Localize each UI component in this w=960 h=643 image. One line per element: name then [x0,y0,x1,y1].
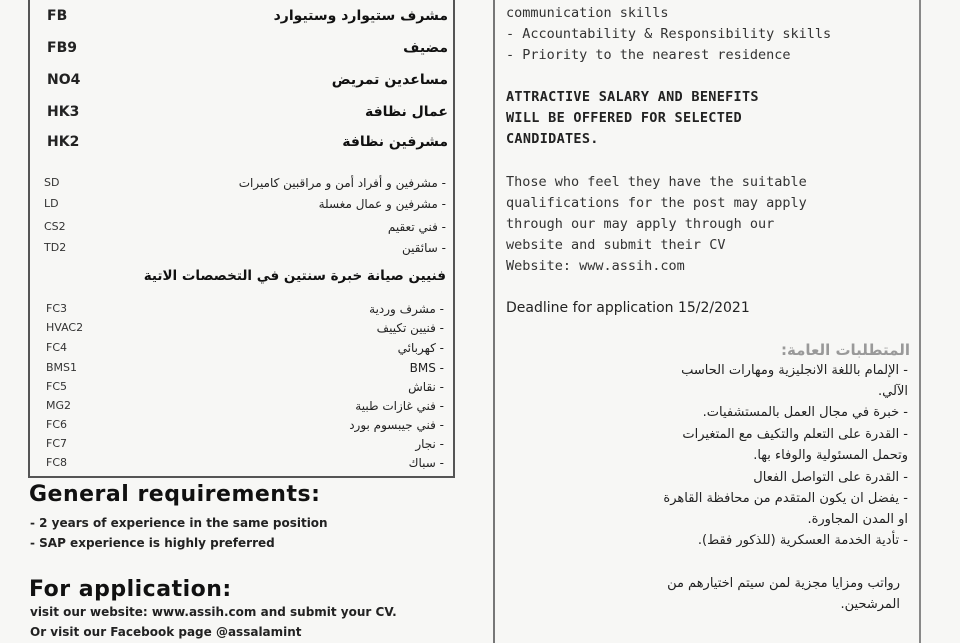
position-title: - فنيين تكييف [376,321,444,335]
maintenance-heading: فنيين صيانة خبرة سنتين في التخصصات الاتية [143,268,446,284]
position-title: - مشرفين و عمال مغسلة [318,197,446,211]
position-code: LD [44,197,59,210]
apply-line: qualifications for the post may apply [506,195,807,211]
column-border [919,0,921,643]
skills-line: communication skills [506,5,669,21]
position-code: FC5 [46,380,68,393]
position-title: - فني تعقيم [387,220,446,234]
position-title: مضيف [403,40,448,56]
arabic-requirement-line: الآلي. [878,384,908,399]
position-code: FC7 [46,437,68,450]
arabic-requirement-line: او المدن المجاورة. [807,512,908,527]
position-code: HK3 [47,104,80,120]
position-code: TD2 [44,241,67,254]
apply-line: through our may apply through our [506,216,775,232]
position-code: CS2 [44,220,66,233]
position-title: - فني جيبسوم بورد [349,418,444,432]
position-code: FC8 [46,456,68,469]
arabic-requirement-line: - القدرة على التعلم والتكيف مع المتغيرات [682,427,908,442]
position-code: BMS1 [46,361,78,374]
position-code: NO4 [47,72,81,88]
position-title: - نقاش [408,380,444,394]
arabic-requirement-line: - القدرة على التواصل الفعال [753,470,908,485]
arabic-requirement-line: - الإلمام باللغة الانجليزية ومهارات الحاسب [681,363,908,378]
arabic-requirement-line: - خبرة في مجال العمل بالمستشفيات. [702,405,908,420]
column-divider [493,0,495,643]
position-title: عمال نظافة [364,104,448,120]
position-title: - BMS [409,361,444,375]
position-code: HK2 [47,134,80,150]
apply-line: Those who feel they have the suitable [506,174,807,190]
general-requirements-title: General requirements: [29,482,321,507]
position-title: - نجار [415,437,444,451]
for-application-title: For application: [29,577,232,602]
skills-line: - Accountability & Responsibility skills [506,26,832,42]
position-title: مشرفين نظافة [342,134,448,150]
position-code: FB9 [47,40,77,56]
arabic-requirement-line: - يفضل ان يكون المتقدم من محافظة القاهرة [663,491,908,506]
skills-line: - Priority to the nearest residence [506,47,791,63]
position-title: - مشرف وردية [369,302,444,316]
arabic-footer-line: رواتب ومزايا مجزية لمن سيتم اختيارهم من [667,576,900,591]
salary-line: ATTRACTIVE SALARY AND BENEFITS [506,89,759,105]
position-code: MG2 [46,399,72,412]
position-title: - فني غازات طبية [355,399,444,413]
position-code: FC4 [46,341,68,354]
arabic-requirement-line: - تأدية الخدمة العسكرية (للذكور فقط). [697,533,908,548]
general-requirement-item: - SAP experience is highly preferred [30,536,275,550]
position-code: FB [47,8,68,24]
position-code: HVAC2 [46,321,84,334]
application-line: Or visit our Facebook page @assalamint [30,625,302,639]
position-title: - كهربائي [397,341,444,355]
apply-line: website and submit their CV [506,237,726,253]
arabic-footer-line: المرشحين. [840,597,900,612]
salary-line: WILL BE OFFERED FOR SELECTED [506,110,742,126]
position-title: مساعدين تمريض [331,72,448,88]
position-title: - مشرفين و أفراد أمن و مراقبين كاميرات [238,176,446,190]
position-title: - سائقين [401,241,446,255]
position-code: SD [44,176,60,189]
arabic-requirements-title: المتطلبات العامة: [781,341,910,359]
position-code: FC6 [46,418,68,431]
position-title: - سباك [408,456,444,470]
application-line: visit our website: www.assih.com and submit your CV. [30,605,397,619]
position-code: FC3 [46,302,68,315]
position-title: مشرف ستيوارد وستيوارد [273,8,448,24]
salary-line: CANDIDATES. [506,131,599,147]
application-deadline: Deadline for application 15/2/2021 [506,300,750,316]
general-requirement-item: - 2 years of experience in the same position [30,516,328,530]
arabic-requirement-line: وتحمل المسئولية والوفاء بها. [753,448,908,463]
apply-line: Website: www.assih.com [506,258,685,274]
